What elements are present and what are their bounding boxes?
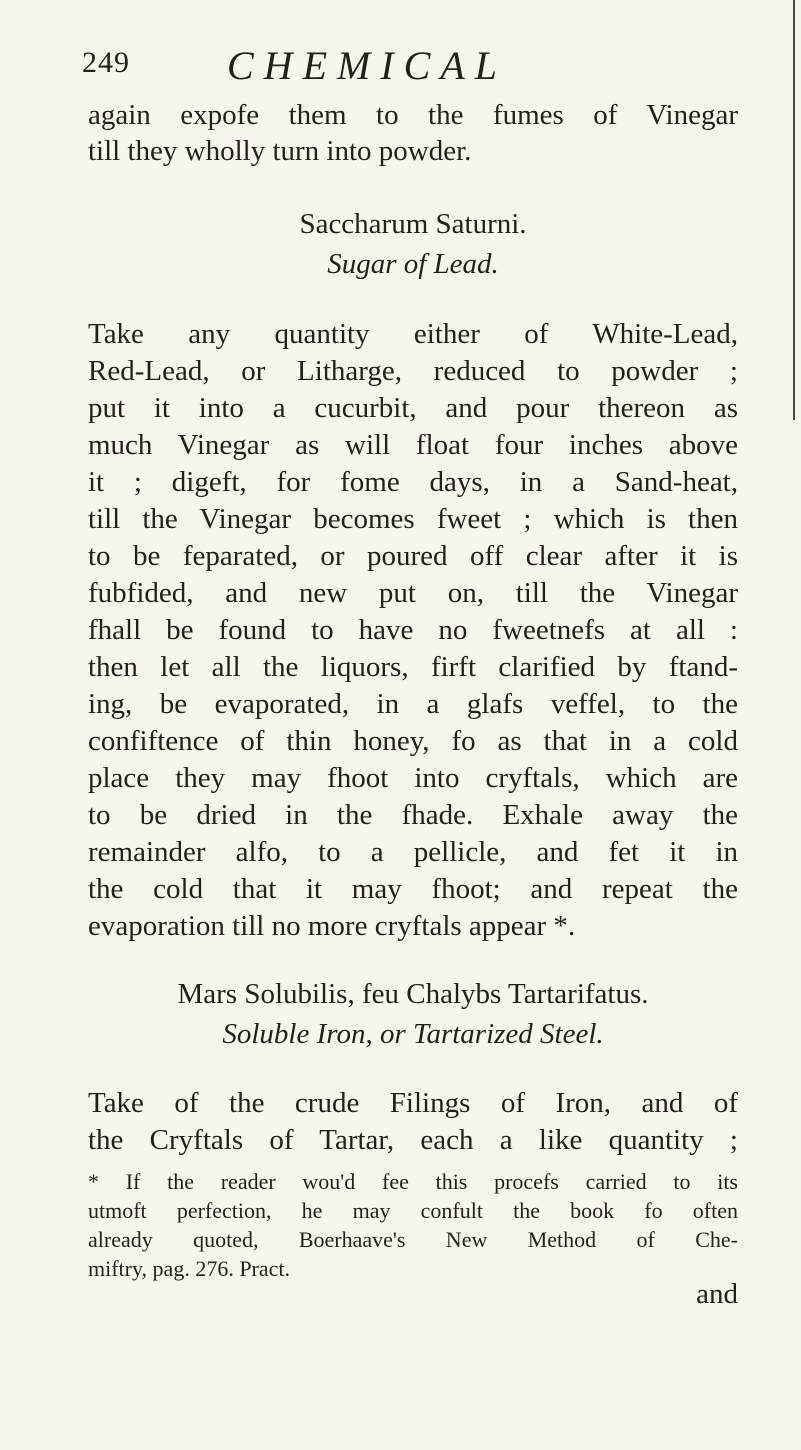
page-edge-shadow <box>793 0 795 420</box>
footnote-line: already quoted, Boerhaave's New Method of Che- <box>88 1227 738 1252</box>
running-head: CHEMICAL <box>227 43 507 88</box>
text-line: it ; digeft, for fome days, in a Sand-heat, <box>88 466 738 498</box>
footnote-line: * If the reader wou'd fee this procefs carried to its <box>88 1169 738 1194</box>
text-line: fubfided, and new put on, till the Vinegar <box>88 577 738 609</box>
page-number: 249 <box>82 46 130 79</box>
text-line: much Vinegar as will float four inches above <box>88 429 738 461</box>
footnote-line: miftry, pag. 276. Pract. <box>88 1256 291 1281</box>
text-line: Red-Lead, or Litharge, reduced to powder ; <box>88 355 738 387</box>
text-line: Take any quantity either of White-Lead, <box>88 318 738 350</box>
text-line: put it into a cucurbit, and pour thereon as <box>88 392 738 424</box>
section-title: Mars Solubilis, feu Chalybs Tartarifatus. <box>177 978 649 1010</box>
text-line: evaporation till no more cryftals appear *. <box>88 910 576 942</box>
text-line: the Cryftals of Tartar, each a like quantity ; <box>88 1124 738 1156</box>
text-line: till they wholly turn into powder. <box>88 135 472 167</box>
text-line: till the Vinegar becomes fweet ; which is then <box>88 503 738 535</box>
catchword: and <box>696 1278 738 1310</box>
text-line: then let all the liquors, firft clarified by ftand- <box>88 651 738 683</box>
text-line: the cold that it may fhoot; and repeat the <box>88 873 738 905</box>
text-line: fhall be found to have no fweetnefs at all : <box>88 614 738 646</box>
text-line: confiftence of thin honey, fo as that in a cold <box>88 725 738 757</box>
footnote-line: utmoft perfection, he may confult the book fo often <box>88 1198 738 1223</box>
section-subtitle: Sugar of Lead. <box>327 248 499 280</box>
text-line: to be dried in the fhade. Exhale away the <box>88 799 738 831</box>
text-line: ing, be evaporated, in a glafs veffel, to the <box>88 688 738 720</box>
text-line: remainder alfo, to a pellicle, and fet it in <box>88 836 738 868</box>
text-line: place they may fhoot into cryftals, which are <box>88 762 738 794</box>
text-line: Take of the crude Filings of Iron, and of <box>88 1087 738 1119</box>
text-line: again expofe them to the fumes of Vinegar <box>88 99 738 131</box>
text-line: to be feparated, or poured off clear after it is <box>88 540 738 572</box>
section-subtitle: Soluble Iron, or Tartarized Steel. <box>222 1018 604 1050</box>
section-title: Saccharum Saturni. <box>299 208 527 240</box>
